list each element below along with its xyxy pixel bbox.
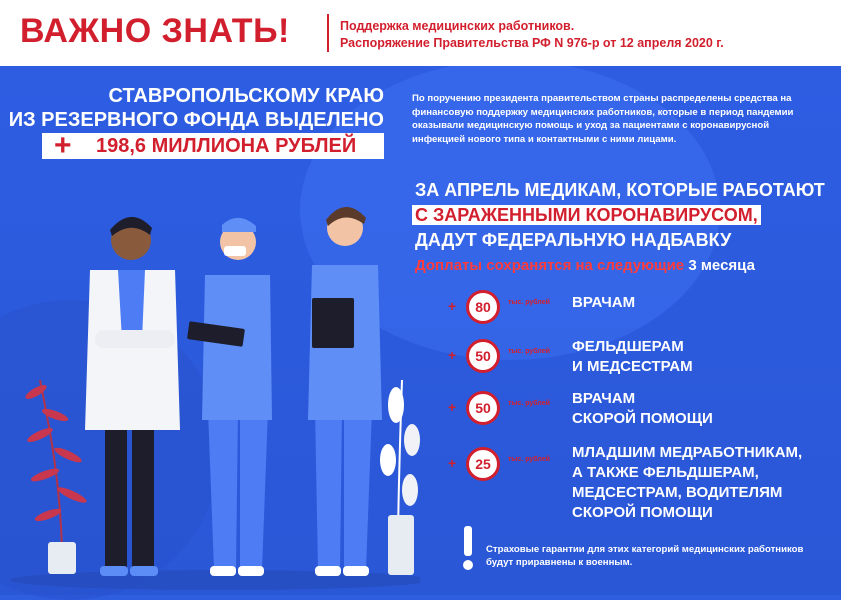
- bonus-line: ДАДУТ ФЕДЕРАЛЬНУЮ НАДБАВКУ: [415, 230, 732, 250]
- payment-label: [572, 293, 635, 313]
- payment-label-line: МЕДСЕСТРАМ, ВОДИТЕЛЯМ: [572, 484, 783, 501]
- plus-icon: +: [448, 298, 457, 314]
- payment-amount-badge: 50: [466, 391, 500, 425]
- payment-label-line: И МЕДСЕСТРАМ: [572, 358, 693, 375]
- funding-amount: 198,6 МИЛЛИОНА РУБЛЕЙ: [96, 135, 357, 157]
- payment-amount-badge: 80: [466, 290, 500, 324]
- bonus-note-text: Доплаты сохранятся на следующие: [415, 257, 685, 274]
- medical-staff-illustration: [0, 180, 420, 595]
- page-title: ВАЖНО ЗНАТЬ!: [20, 12, 290, 50]
- plant-left: [24, 380, 89, 574]
- payment-label-line: ВРАЧАМ: [572, 294, 636, 311]
- bonus-line: ЗА АПРЕЛЬ МЕДИКАМ, КОТОРЫЕ РАБОТАЮТ: [415, 180, 825, 200]
- payment-unit: тыс. рублей: [508, 456, 550, 463]
- payment-label: [572, 337, 693, 377]
- header-subtitle: [340, 18, 724, 52]
- footer-note: Страховые гарантии для этих категорий медицинских работников будут приравнены к военным.: [486, 544, 804, 568]
- plus-icon: +: [448, 455, 457, 471]
- header-banner: [0, 0, 841, 66]
- nurse-figure: [187, 218, 272, 576]
- payment-label-line: ФЕЛЬДШЕРАМ: [572, 338, 684, 355]
- plus-icon: +: [448, 347, 457, 363]
- payment-label-line: СКОРОЙ ПОМОЩИ: [572, 410, 713, 427]
- subtitle-line: Распоряжение Правительства РФ N 976-р от 12 апреля 2020 г.: [340, 36, 724, 50]
- header-divider: [327, 14, 329, 52]
- funding-amount-box: [42, 129, 384, 162]
- bonus-highlight: С ЗАРАЖЕННЫМИ КОРОНАВИРУСОМ,: [412, 205, 761, 225]
- payment-label-line: ВРАЧАМ: [572, 390, 636, 407]
- payment-unit: тыс. рублей: [508, 348, 550, 355]
- payment-amount-badge: 50: [466, 339, 500, 373]
- payment-label: [572, 389, 713, 429]
- headline-line: ИЗ РЕЗЕРВНОГО ФОНДА ВЫДЕЛЕНО: [8, 109, 384, 131]
- bonus-note-duration: 3 месяца: [688, 257, 755, 274]
- doctor-figure: [85, 217, 180, 576]
- payment-unit: тыс. рублей: [508, 400, 550, 407]
- payment-label-line: А ТАКЖЕ ФЕЛЬДШЕРАМ,: [572, 464, 759, 481]
- intro-paragraph: По поручению президента правительством страны распределены средства на финансовую поддержку медицинских работников, которые в период пандемии оказывали медицинскую помощь и уход за пациентами с коронавирусной инфекцией нового типа и контактными с ними лицами.: [412, 93, 794, 145]
- plant-right: [380, 380, 420, 575]
- headline-line: СТАВРОПОЛЬСКОМУ КРАЮ: [108, 85, 384, 107]
- plus-icon: +: [54, 129, 72, 162]
- payment-unit: тыс. рублей: [508, 299, 550, 306]
- medic-figure: [308, 207, 382, 576]
- payment-label-line: МЛАДШИМ МЕДРАБОТНИКАМ,: [572, 444, 803, 461]
- payment-amount-badge: 25: [466, 447, 500, 481]
- bonus-note: [415, 253, 825, 278]
- funding-headline: [9, 84, 384, 132]
- payment-label: [572, 443, 802, 523]
- plus-icon: +: [448, 399, 457, 415]
- bonus-block: [415, 178, 825, 278]
- payment-label-line: СКОРОЙ ПОМОЩИ: [572, 504, 713, 521]
- subtitle-line: Поддержка медицинских работников.: [340, 19, 575, 33]
